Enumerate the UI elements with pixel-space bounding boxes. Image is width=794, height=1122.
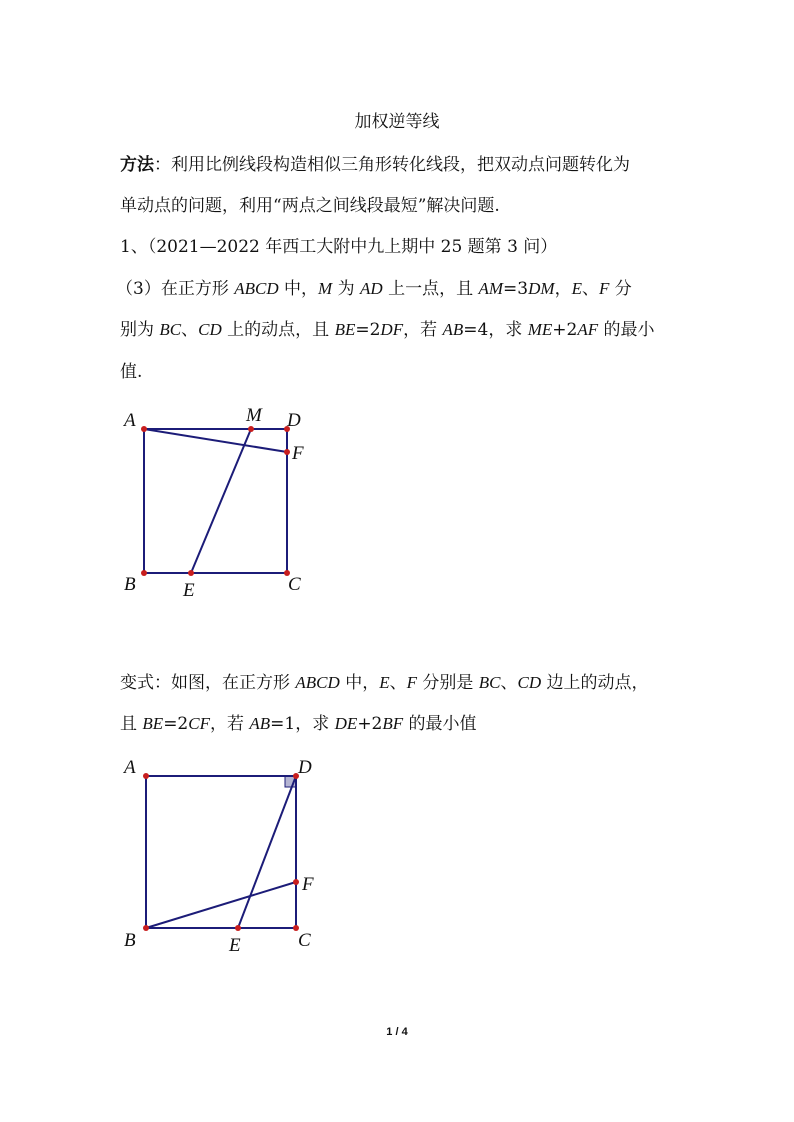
problem1-text: 别为 [120,320,160,340]
variant-math: ABCD [295,673,340,692]
problem1-text: ，若 [403,320,443,340]
variant-text: 的最小值 [403,714,477,734]
fig2-label-e: E [229,935,241,956]
problem1-math: BE [334,320,356,339]
variant-math: CF [188,714,210,733]
variant-text: +2 [357,714,383,734]
variant-text: 、 [500,673,518,693]
variant-math: F [406,673,417,692]
fig2-label-c: C [298,930,311,951]
fig2-segment-bf [146,882,296,928]
fig2-label-f: F [302,874,314,895]
fig1-label-f: F [292,443,304,464]
variant-math: AB [249,714,271,733]
problem1-text: +2 [552,320,578,340]
fig1-label-d: D [287,410,301,431]
fig2-point-a [143,773,149,779]
fig2-label-d: D [298,757,312,778]
problem1-text: =3 [503,279,529,299]
problem1-line-3: 值. [120,362,143,382]
problem1-text: 为 [332,279,361,299]
variant-text: 中， [339,673,380,693]
problem1-text: 中， [278,279,319,299]
problem1-math: AF [577,320,599,339]
problem1-text: =4，求 [463,320,528,340]
fig1-label-m: M [246,405,262,426]
problem1-text: =2 [355,320,381,340]
problem1-math: DM [528,279,555,298]
fig2-point-b [143,925,149,931]
method-label: 方法 [120,155,154,175]
problem1-math: CD [198,320,222,339]
problem1-text: 上一点，且 [382,279,479,299]
variant-text: 、 [389,673,407,693]
variant-text: =1，求 [270,714,335,734]
problem1-math: BC [159,320,182,339]
variant-text: =2 [163,714,189,734]
page-number: 1 / 4 [386,1026,408,1038]
problem1-text: 上的动点，且 [221,320,335,340]
variant-math: E [379,673,390,692]
variant-text: 且 [120,714,143,734]
fig2-point-f [293,879,299,885]
problem1-text: ， [554,279,572,299]
problem1-header: 1、（2021—2022 年西工大附中九上期中 25 题第 3 问） [120,237,558,257]
problem1-math: F [598,279,610,298]
variant-math: DE [334,714,358,733]
fig2-point-e [235,925,241,931]
problem1-math: DF [380,320,404,339]
method-line-2: 单动点的问题，利用“两点之间线段最短”解决问题. [120,196,500,216]
fig1-label-e: E [183,580,195,601]
variant-math: BE [142,714,164,733]
problem1-math: E [571,279,582,298]
problem1-math: ME [527,320,553,339]
method-text-1: ：利用比例线段构造相似三角形转化线段，把双动点问题转化为 [154,155,630,175]
fig1-label-b: B [124,574,136,595]
problem1-math: AB [442,320,464,339]
problem1-math: M [318,279,333,298]
fig1-label-a: A [124,410,136,431]
fig2-label-b: B [124,930,136,951]
variant-text: 分别是 [416,673,479,693]
problem1-math: AD [360,279,383,298]
problem1-text: 分 [609,279,632,299]
problem1-text: 、 [181,320,199,340]
page-title: 加权逆等线 [354,112,440,132]
problem1-text: （3）在正方形 [116,279,235,299]
variant-math: BC [478,673,501,692]
variant-text: 边上的动点， [541,673,649,693]
problem1-math: AM [478,279,504,298]
variant-text: 变式：如图，在正方形 [120,673,296,693]
variant-math: CD [517,673,542,692]
problem1-text: 、 [581,279,599,299]
problem1-math: ABCD [234,279,279,298]
problem1-text: 的最小 [598,320,655,340]
fig2-segment-de [238,776,296,928]
variant-math: BF [382,714,404,733]
fig1-label-c: C [288,574,301,595]
fig2-label-a: A [124,757,136,778]
variant-text: ，若 [209,714,250,734]
